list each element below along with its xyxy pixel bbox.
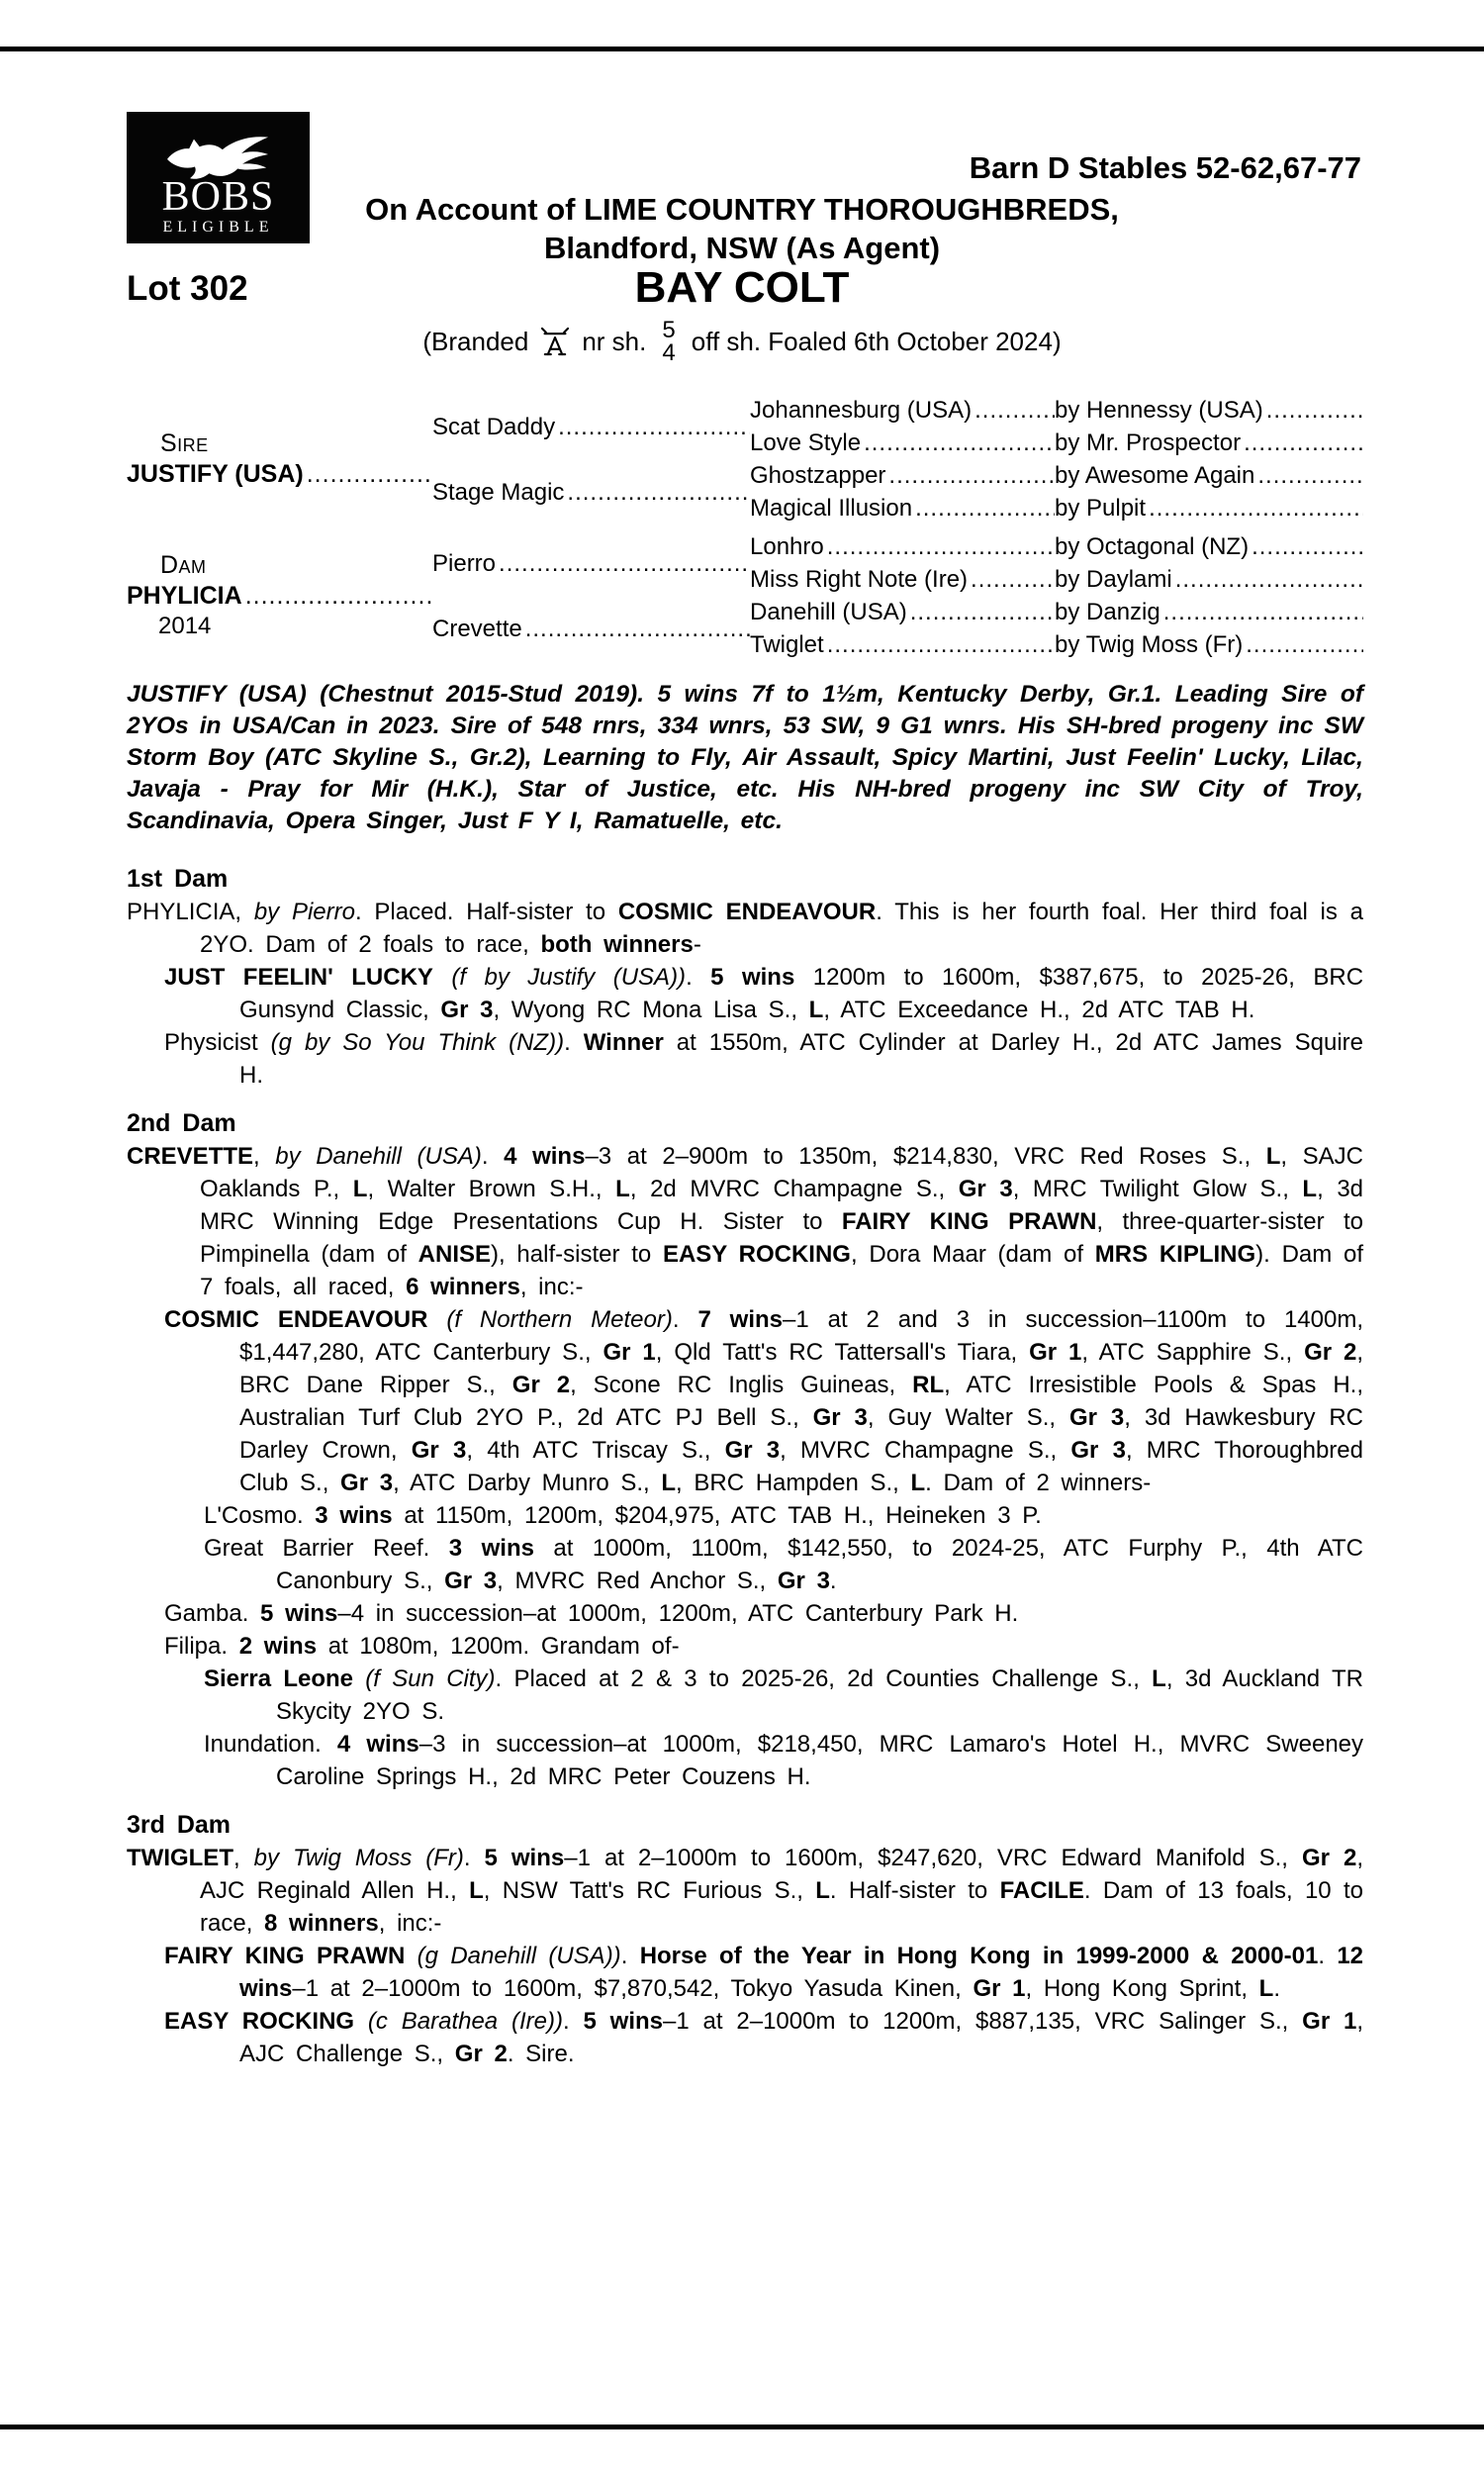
pedigree-parent-name — [432, 476, 750, 509]
pedigree-grandparent-sire-text: by Danzig — [1055, 599, 1160, 625]
pedigree-grandparent-cell — [750, 427, 1055, 459]
dam-section-heading: 2nd Dam — [127, 1109, 236, 1137]
text-segment: Gr 2 — [1301, 1845, 1357, 1871]
pedigree-grandparent-name — [750, 394, 1055, 427]
pedigree-entry-paragraph — [204, 1663, 1363, 1728]
pedigree-grandparent-cell — [750, 628, 1055, 661]
text-segment: by Pierro — [253, 899, 355, 925]
text-segment: 5 wins — [260, 1600, 338, 1627]
pedigree-entry-paragraph — [127, 1842, 1363, 1940]
pedigree-grandparent-sire-text: by Mr. Prospector — [1055, 429, 1242, 456]
account-line-2: Blandford, NSW (As Agent) — [543, 231, 941, 265]
text-segment: ANISE — [417, 1241, 492, 1268]
text-segment: 5 wins — [583, 2008, 663, 2035]
text-segment: , inc:- — [378, 1910, 442, 1937]
text-segment: , ATC Darby Munro S., — [393, 1470, 662, 1496]
pedigree-table — [127, 394, 1363, 661]
pedigree-entry-paragraph — [164, 1026, 1363, 1092]
text-segment: L — [615, 1176, 630, 1202]
pedigree-entry-paragraph — [204, 1499, 1363, 1532]
text-segment: L — [815, 1877, 830, 1904]
dot-leader — [1172, 563, 1363, 596]
text-segment: . — [620, 1943, 640, 1969]
pedigree-grandparent-name-text: Johannesburg (USA) — [750, 397, 973, 424]
pedigree-grandparent-name — [750, 596, 1055, 628]
pedigree-parent-cell — [432, 530, 750, 596]
text-segment: Gr 1 — [1302, 2008, 1357, 2035]
pedigree-entry-paragraph — [204, 1532, 1363, 1597]
text-segment: 3 wins — [448, 1535, 534, 1562]
dot-leader — [912, 492, 1055, 524]
pedigree-grandparent-name-text: Lonhro — [750, 533, 824, 560]
pedigree-grandparent-sire — [1055, 459, 1363, 492]
branded-suffix: off sh. Foaled 6th October 2024) — [691, 326, 1062, 356]
pedigree-sire-name-text: JUSTIFY (USA) — [127, 460, 304, 488]
text-segment: . Dam of 2 winners- — [925, 1470, 1152, 1496]
pedigree-grandparent-name-text: Ghostzapper — [750, 462, 886, 489]
text-segment: Gr 3 — [1068, 1404, 1125, 1431]
text-segment: . — [481, 1143, 505, 1170]
pedigree-dam-cell — [127, 530, 432, 661]
pedigree-grandparent-sire-text: by Hennessy (USA) — [1055, 397, 1263, 424]
text-segment: 5 wins — [710, 964, 795, 991]
text-segment: L'Cosmo. — [204, 1502, 316, 1529]
dot-leader — [824, 530, 1055, 563]
pedigree-grandparent-name — [750, 492, 1055, 524]
pedigree-entry-paragraph — [127, 896, 1363, 961]
text-segment: (g by So You Think (NZ)) — [270, 1029, 565, 1056]
text-segment: , 3d MRC Winning Edge Presentations Cup H. Sister to — [200, 1176, 1364, 1235]
text-segment: . Dam of 13 foals, 10 to race, — [200, 1877, 1363, 1937]
brand-number-fraction — [662, 319, 675, 364]
pedigree-grandparent-cell — [750, 394, 1055, 427]
pedigree-sire-cell — [127, 394, 432, 524]
pedigree-grandparent-sire-cell — [1055, 596, 1363, 628]
pedigree-grandparent-name-text: Danehill (USA) — [750, 599, 907, 625]
dam-sections — [127, 863, 1363, 2070]
pedigree-entry-paragraph — [164, 2005, 1363, 2070]
text-segment: , — [234, 899, 254, 925]
dot-leader — [1254, 459, 1363, 492]
text-segment: Physicist — [164, 1029, 271, 1056]
text-segment: L — [1302, 1176, 1318, 1202]
text-segment: . Half-sister to — [829, 1877, 1000, 1904]
text-segment: TWIGLET — [127, 1845, 233, 1871]
text-segment: , three-quarter-sister to Pimpinella (dam of — [200, 1208, 1363, 1268]
text-segment: , BRC Dane Ripper S., — [239, 1339, 1364, 1398]
text-segment: . — [564, 1029, 584, 1056]
text-segment: (g Danehill (USA)) — [417, 1943, 621, 1969]
text-segment: , Qld Tatt's RC Tattersall's Tiara, — [655, 1339, 1030, 1366]
text-segment: by Danehill (USA) — [275, 1143, 482, 1170]
pedigree-grandparent-sire-text: by Octagonal (NZ) — [1055, 533, 1250, 560]
pedigree-grandparent-cell — [750, 563, 1055, 596]
pedigree-parent-name-text: Pierro — [432, 549, 497, 577]
text-segment: Gr 3 — [1070, 1437, 1126, 1464]
text-segment: , Hong Kong Sprint, — [1025, 1975, 1259, 2002]
text-segment: , inc:- — [519, 1274, 584, 1300]
horse-title: BAY COLT — [634, 263, 850, 312]
text-segment: Gr 3 — [812, 1404, 868, 1431]
text-segment: Gr 3 — [340, 1470, 394, 1496]
text-segment: , ATC Irresistible Pools & Spas H., Australian Turf Club 2YO P., 2d ATC PJ Bell S., — [239, 1372, 1364, 1431]
pedigree-grandparent-sire-cell — [1055, 492, 1363, 524]
pedigree-grandparent-cell — [750, 530, 1055, 563]
text-segment: at 1150m, 1200m, $204,975, ATC TAB H., Heineken 3 P. — [392, 1502, 1042, 1529]
text-segment: Gr 3 — [724, 1437, 781, 1464]
text-segment: , ATC Sapphire S., — [1081, 1339, 1305, 1366]
text-segment: 12 wins — [239, 1943, 1364, 2002]
text-segment: , 3d Hawkesbury RC Darley Crown, — [239, 1404, 1364, 1464]
dot-leader — [907, 596, 1055, 628]
text-segment: , Walter Brown S.H., — [367, 1176, 616, 1202]
text-segment: . Placed. Half-sister to — [354, 899, 618, 925]
text-segment: 4 wins — [504, 1143, 586, 1170]
pedigree-entry-paragraph — [164, 961, 1363, 1026]
dot-leader — [861, 427, 1055, 459]
text-segment: - — [693, 931, 701, 958]
text-segment: Gr 3 — [777, 1568, 830, 1594]
text-segment: , 2d MVRC Champagne S., — [629, 1176, 959, 1202]
text-segment: , Wyong RC Mona Lisa S., — [493, 997, 809, 1023]
pedigree-group-dam — [127, 530, 1363, 661]
brand-fraction-top: 5 — [662, 317, 676, 343]
pedigree-entry-paragraph — [164, 1597, 1363, 1630]
pedigree-entry-paragraph — [164, 1630, 1363, 1663]
text-segment: , — [232, 1845, 254, 1871]
text-segment: L — [352, 1176, 368, 1202]
barn-stables-line: Barn D Stables 52-62,67-77 — [969, 150, 1361, 185]
pedigree-parent-name-text: Stage Magic — [432, 478, 565, 506]
text-segment: –1 at 2–1000m to 1600m, $7,870,542, Tokyo Yasuda Kinen, — [292, 1975, 974, 2002]
text-segment: , MRC Thoroughbred Club S., — [239, 1437, 1363, 1496]
dot-leader — [242, 580, 432, 612]
pedigree-grandparent-sire-cell — [1055, 427, 1363, 459]
text-segment — [433, 964, 451, 991]
text-segment — [427, 1306, 446, 1333]
text-segment: . — [463, 1845, 485, 1871]
lot-number: Lot 302 — [127, 269, 248, 308]
pedigree-dam-label: Dam — [160, 551, 207, 579]
text-segment: . — [562, 2008, 584, 2035]
text-segment: Gr 3 — [958, 1176, 1013, 1202]
pedigree-sire-label: Sire — [160, 429, 209, 457]
text-segment: , Guy Walter S., — [867, 1404, 1069, 1431]
text-segment: L — [1152, 1665, 1166, 1692]
brand-fraction-bottom: 4 — [662, 339, 676, 366]
text-segment: , AJC Challenge S., — [239, 2008, 1364, 2067]
pedigree-grandparent-name-text: Twiglet — [750, 631, 824, 658]
dot-leader — [972, 394, 1055, 427]
text-segment: EASY ROCKING — [164, 2008, 355, 2035]
text-segment: COSMIC ENDEAVOUR — [617, 899, 877, 925]
pedigree-parent-name — [432, 613, 750, 645]
pedigree-grandparent-sire — [1055, 596, 1363, 628]
pedigree-grandparent-sire — [1055, 427, 1363, 459]
text-segment: ). Dam of 7 foals, all raced, — [200, 1241, 1364, 1300]
top-rule — [0, 47, 1484, 51]
dot-leader — [304, 458, 432, 490]
text-segment: –3 in succession–at 1000m, $218,450, MRC Lamaro's Hotel H., MVRC Sweeney Caroline Springs H., 2d MRC Peter Couzens H. — [276, 1731, 1364, 1790]
text-segment: by Twig Moss (Fr) — [253, 1845, 464, 1871]
text-segment: Winner — [583, 1029, 664, 1056]
pedigree-grandparent-sire-text: by Daylami — [1055, 566, 1172, 593]
dam-section-heading: 1st Dam — [127, 865, 229, 893]
text-segment: , ATC Exceedance H., 2d ATC TAB H. — [823, 997, 1255, 1023]
brand-mark-icon — [538, 325, 572, 358]
text-segment: Great Barrier Reef. — [204, 1535, 449, 1562]
text-segment: 1200m to 1600m, $387,675, to 2025-26, BRC Gunsynd Classic, — [239, 964, 1364, 1023]
pedigree-entry-paragraph — [164, 1303, 1363, 1499]
text-segment: Gr 3 — [411, 1437, 467, 1464]
text-segment: 2 wins — [238, 1633, 318, 1660]
dot-leader — [824, 628, 1055, 661]
text-segment: Filipa. — [164, 1633, 239, 1660]
text-segment: L — [1265, 1143, 1281, 1170]
text-segment: , BRC Hampden S., — [676, 1470, 911, 1496]
dot-leader — [564, 476, 750, 509]
text-segment: . — [829, 1568, 837, 1594]
pedigree-entry-paragraph — [127, 1140, 1363, 1303]
logo-sub-text: ELIGIBLE — [162, 219, 274, 236]
text-segment: Gr 2 — [1304, 1339, 1357, 1366]
pedigree-parent-cell — [432, 459, 750, 524]
sire-description-paragraph — [127, 679, 1363, 837]
text-segment: L — [1258, 1975, 1274, 2002]
text-segment: Inundation. — [204, 1731, 337, 1758]
pedigree-grandparent-cell — [750, 492, 1055, 524]
pedigree-parent-name — [432, 411, 750, 443]
text-segment: . Sire. — [507, 2041, 575, 2067]
text-segment: (f by Justify (USA)) — [451, 964, 687, 991]
dot-leader — [968, 563, 1055, 596]
text-segment: Gr 2 — [454, 2041, 508, 2067]
text-segment: Gr 2 — [511, 1372, 571, 1398]
text-segment: (c Barathea (Ire)) — [367, 2008, 563, 2035]
pedigree-dam-name-text: PHYLICIA — [127, 582, 242, 610]
dot-leader — [1160, 596, 1363, 628]
text-segment: –1 at 2–1000m to 1600m, $247,620, VRC Edward Manifold S., — [564, 1845, 1302, 1871]
text-segment: . — [686, 964, 711, 991]
pedigree-grandparent-name-text: Magical Illusion — [750, 495, 913, 522]
text-segment: , MVRC Champagne S., — [780, 1437, 1071, 1464]
dam-section-2 — [127, 1107, 1363, 1793]
text-segment: 6 winners — [406, 1274, 520, 1300]
pedigree-grandparent-sire-text: by Twig Moss (Fr) — [1055, 631, 1244, 658]
pedigree-grandparent-name — [750, 563, 1055, 596]
text-segment: L — [808, 997, 824, 1023]
account-line-1: On Account of LIME COUNTRY THOROUGHBREDS, — [365, 192, 1119, 227]
text-segment: , 3d Auckland TR Skycity 2YO S. — [276, 1665, 1363, 1725]
pedigree-entry-paragraph — [204, 1728, 1363, 1793]
text-segment: , MVRC Red Anchor S., — [497, 1568, 778, 1594]
text-segment: –3 at 2–900m to 1350m, $214,830, VRC Red Roses S., — [585, 1143, 1266, 1170]
dot-leader — [555, 411, 750, 443]
text-segment: . Placed at 2 & 3 to 2025-26, 2d Counties Challenge S., — [495, 1665, 1153, 1692]
pedigree-grandparent-name-text: Love Style — [750, 429, 862, 456]
text-segment: . — [1318, 1943, 1338, 1969]
text-segment: 7 wins — [697, 1306, 784, 1333]
text-segment: EASY ROCKING — [662, 1241, 851, 1268]
text-segment — [354, 2008, 368, 2035]
dot-leader — [1241, 427, 1363, 459]
text-segment: JUSTIFY (USA) (Chestnut 2015-Stud 2019). 5 wins 7f to 1½m, Kentucky Derby, Gr.1. Leading Sire of 2YOs in USA/Can in 2023. Sire of 548 rnrs, 334 wnrs, 53 SW, 9 G1 wnrs. His SH-bred progeny inc SW Storm Boy (ATC Skyline S., Gr.2), Learning to Fly, Air Assault, Spicy Martini, Just Feelin' Lucky, Lilac, Javaja - Pray for Mir (H.K.), Star of Justice, etc. His NH-bred progeny inc SW City of Troy, Scandinavia, Opera Singer, Just F Y I, Ramatuelle, etc. — [127, 681, 1363, 834]
text-segment: , MRC Twilight Glow S., — [1012, 1176, 1303, 1202]
pedigree-grandparent-sire-cell — [1055, 394, 1363, 427]
pedigree-grandparent-name — [750, 628, 1055, 661]
text-segment: –4 in succession–at 1000m, 1200m, ATC Canterbury Park H. — [337, 1600, 1019, 1627]
dam-section-1 — [127, 863, 1363, 1092]
pedigree-entry-paragraph — [164, 1940, 1363, 2005]
text-segment: 5 wins — [484, 1845, 565, 1871]
text-segment: CREVETTE — [127, 1143, 254, 1170]
dot-leader — [1146, 492, 1363, 524]
text-segment: FAIRY KING PRAWN — [164, 1943, 406, 1969]
text-segment: at 1080m, 1200m. Grandam of- — [317, 1633, 680, 1660]
text-segment: both winners — [540, 931, 694, 958]
text-segment: (f Sun City) — [365, 1665, 496, 1692]
text-segment: COSMIC ENDEAVOUR — [164, 1306, 428, 1333]
text-segment: , Dora Maar (dam of — [850, 1241, 1095, 1268]
text-segment: FACILE — [999, 1877, 1084, 1904]
dot-leader — [1263, 394, 1363, 427]
text-segment: RL — [912, 1372, 945, 1398]
text-segment: Horse of the Year in Hong Kong in 1999-2000 & 2000-01 — [639, 1943, 1319, 1969]
text-segment — [353, 1665, 365, 1692]
pedigree-parent-name-text: Crevette — [432, 615, 522, 642]
pedigree-grandparent-sire — [1055, 563, 1363, 596]
dot-leader — [522, 613, 750, 645]
text-segment: MRS KIPLING — [1094, 1241, 1256, 1268]
pedigree-group-sire — [127, 394, 1363, 524]
pedigree-grandparent-sire-text: by Pulpit — [1055, 495, 1147, 522]
text-segment: . — [672, 1306, 698, 1333]
bottom-rule — [0, 2425, 1484, 2429]
text-segment: Gamba. — [164, 1600, 261, 1627]
pedigree-grandparent-cell — [750, 596, 1055, 628]
pedigree-grandparent-sire — [1055, 530, 1363, 563]
text-segment: Gr 1 — [603, 1339, 656, 1366]
text-segment: JUST FEELIN' LUCKY — [164, 964, 433, 991]
dam-section-3 — [127, 1809, 1363, 2070]
text-segment: , SAJC Oaklands P., — [200, 1143, 1364, 1202]
text-segment: , — [253, 1143, 276, 1170]
text-segment: , NSW Tatt's RC Furious S., — [483, 1877, 816, 1904]
text-segment: at 1550m, ATC Cylinder at Darley H., 2d ATC James Squire H. — [239, 1029, 1364, 1089]
text-segment: at 1000m, 1100m, $142,550, to 2024-25, ATC Furphy P., 4th ATC Canonbury S., — [276, 1535, 1364, 1594]
text-segment: L — [469, 1877, 484, 1904]
pedigree-parent-cell — [432, 596, 750, 661]
text-segment: , AJC Reginald Allen H., — [200, 1845, 1364, 1904]
text-segment: 8 winners — [264, 1910, 379, 1937]
pedigree-grandparent-sire-cell — [1055, 563, 1363, 596]
pedigree-dam-name — [127, 580, 432, 612]
dot-leader — [496, 547, 750, 580]
text-segment: Gr 3 — [444, 1568, 498, 1594]
text-segment: PHYLICIA — [127, 899, 235, 925]
horse-head-icon — [160, 129, 277, 180]
pedigree-grandparent-sire — [1055, 492, 1363, 524]
pedigree-grandparent-name — [750, 459, 1055, 492]
pedigree-grandparent-sire — [1055, 628, 1363, 661]
branding-line — [0, 319, 1484, 364]
text-segment: Gr 1 — [973, 1975, 1026, 2002]
branded-near-shoulder: nr sh. — [582, 326, 647, 356]
dam-section-heading: 3rd Dam — [127, 1811, 232, 1839]
pedigree-grandparent-sire — [1055, 394, 1363, 427]
text-segment: . — [1273, 1975, 1281, 2002]
text-segment — [405, 1943, 417, 1969]
dot-leader — [885, 459, 1055, 492]
text-segment: FAIRY KING PRAWN — [841, 1208, 1097, 1235]
text-segment: 3 wins — [315, 1502, 393, 1529]
pedigree-grandparent-cell — [750, 459, 1055, 492]
pedigree-grandparent-sire-text: by Awesome Again — [1055, 462, 1255, 489]
text-segment: Sierra Leone — [204, 1665, 353, 1692]
text-segment: (f Northern Meteor) — [446, 1306, 673, 1333]
text-segment: –1 at 2 and 3 in succession–1100m to 1400m, $1,447,280, ATC Canterbury S., — [239, 1306, 1364, 1366]
pedigree-grandparent-sire-cell — [1055, 459, 1363, 492]
text-segment: 4 wins — [336, 1731, 419, 1758]
text-segment: –1 at 2–1000m to 1200m, $887,135, VRC Salinger S., — [663, 2008, 1303, 2035]
text-segment: Gr 1 — [1029, 1339, 1082, 1366]
pedigree-parent-name — [432, 547, 750, 580]
text-segment: , Scone RC Inglis Guineas, — [570, 1372, 913, 1398]
dot-leader — [1249, 530, 1363, 563]
pedigree-grandparent-name — [750, 530, 1055, 563]
logo-brand-text: BOBS — [161, 174, 275, 220]
text-segment: , 4th ATC Triscay S., — [466, 1437, 725, 1464]
pedigree-dam-year: 2014 — [158, 613, 212, 639]
text-segment: . This is her fourth foal. Her third foal is a 2YO. Dam of 2 foals to race, — [200, 899, 1364, 958]
branded-prefix: (Branded — [422, 326, 529, 356]
text-segment: Gr 3 — [440, 997, 494, 1023]
pedigree-parent-cell — [432, 394, 750, 459]
text-segment: L — [910, 1470, 926, 1496]
pedigree-sire-name — [127, 458, 432, 490]
text-segment: L — [661, 1470, 677, 1496]
pedigree-grandparent-name — [750, 427, 1055, 459]
text-segment: ), half-sister to — [491, 1241, 663, 1268]
pedigree-grandparent-sire-cell — [1055, 530, 1363, 563]
pedigree-parent-name-text: Scat Daddy — [432, 413, 556, 440]
dot-leader — [1243, 628, 1363, 661]
pedigree-grandparent-name-text: Miss Right Note (Ire) — [750, 566, 969, 593]
pedigree-grandparent-sire-cell — [1055, 628, 1363, 661]
